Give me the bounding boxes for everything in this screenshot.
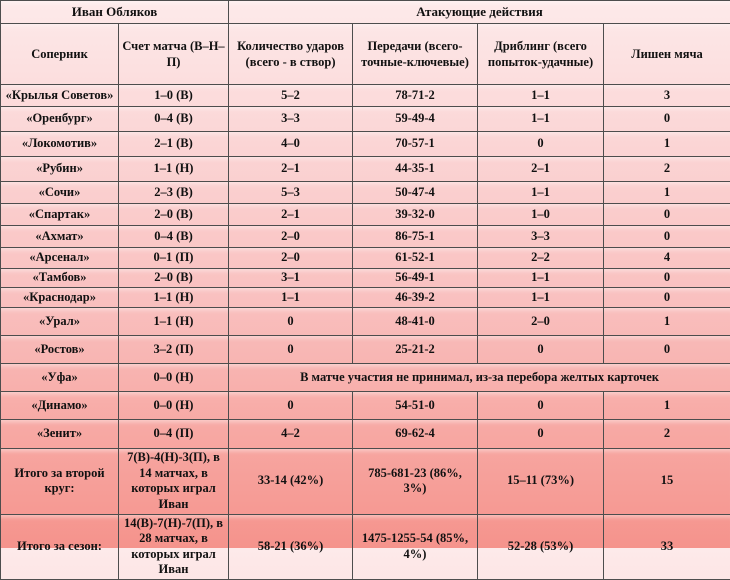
cell-dribbling: 1–1 <box>478 269 604 288</box>
cell-dribbling: 1–1 <box>478 107 604 132</box>
cell-opponent: «Урал» <box>1 308 119 336</box>
column-header-dribbling: Дриблинг (всего попыток-удачные) <box>478 24 604 85</box>
cell-absence-note: В матче участия не принимал, из-за перебора желтых карточек <box>229 364 730 392</box>
cell-passes: 25-21-2 <box>353 336 478 364</box>
cell-opponent: «Локомотив» <box>1 132 119 157</box>
cell-score: 0–4 (В) <box>119 226 229 248</box>
column-header-passes: Передачи (всего-точные-ключевые) <box>353 24 478 85</box>
cell-shots: 2–0 <box>229 226 353 248</box>
cell-shots: 4–0 <box>229 132 353 157</box>
table-row <box>1 107 730 132</box>
cell-opponent: «Оренбург» <box>1 107 119 132</box>
cell-dribbling: 15–11 (73%) <box>478 449 604 515</box>
table-row <box>1 132 730 157</box>
cell-dribbling: 1–1 <box>478 85 604 107</box>
table-row <box>1 308 730 336</box>
table-row <box>1 85 730 107</box>
cell-passes: 50-47-4 <box>353 182 478 204</box>
cell-dispossessed: 1 <box>604 392 730 420</box>
cell-opponent: «Арсенал» <box>1 248 119 269</box>
cell-dribbling: 0 <box>478 336 604 364</box>
cell-passes: 61-52-1 <box>353 248 478 269</box>
cell-score: 7(В)-4(Н)-3(П), в 14 матчах, в которых играл Иван <box>119 449 229 515</box>
cell-opponent: «Краснодар» <box>1 288 119 308</box>
cell-score: 1–1 (Н) <box>119 308 229 336</box>
table-body <box>1 85 730 580</box>
cell-passes: 48-41-0 <box>353 308 478 336</box>
cell-opponent: «Рубин» <box>1 157 119 182</box>
cell-dispossessed: 1 <box>604 308 730 336</box>
cell-dispossessed: 15 <box>604 449 730 515</box>
cell-opponent: «Спартак» <box>1 204 119 226</box>
cell-opponent: «Динамо» <box>1 392 119 420</box>
cell-shots: 0 <box>229 336 353 364</box>
cell-passes: 78-71-2 <box>353 85 478 107</box>
table-row <box>1 449 730 515</box>
cell-dispossessed: 0 <box>604 204 730 226</box>
cell-dispossessed: 0 <box>604 269 730 288</box>
cell-shots: 0 <box>229 392 353 420</box>
group-header-row <box>1 1 730 24</box>
cell-dribbling: 1–0 <box>478 204 604 226</box>
table-row <box>1 288 730 308</box>
cell-passes: 44-35-1 <box>353 157 478 182</box>
cell-score: 3–2 (П) <box>119 336 229 364</box>
cell-dispossessed: 1 <box>604 182 730 204</box>
cell-dribbling: 0 <box>478 392 604 420</box>
cell-shots: 1–1 <box>229 288 353 308</box>
table-row <box>1 269 730 288</box>
cell-dribbling: 1–1 <box>478 288 604 308</box>
cell-total-label: Итого за второй круг: <box>1 449 119 515</box>
cell-dribbling: 3–3 <box>478 226 604 248</box>
cell-opponent: «Крылья Советов» <box>1 85 119 107</box>
cell-score: 1–0 (В) <box>119 85 229 107</box>
table-row <box>1 248 730 269</box>
cell-score: 2–0 (В) <box>119 204 229 226</box>
cell-shots: 5–3 <box>229 182 353 204</box>
cell-passes: 59-49-4 <box>353 107 478 132</box>
table-row <box>1 204 730 226</box>
cell-passes: 1475-1255-54 (85%, 4%) <box>353 514 478 580</box>
table-row <box>1 392 730 420</box>
cell-dispossessed: 0 <box>604 288 730 308</box>
cell-shots: 58-21 (36%) <box>229 514 353 580</box>
column-header-opponent: Соперник <box>1 24 119 85</box>
cell-dispossessed: 2 <box>604 157 730 182</box>
cell-passes: 70-57-1 <box>353 132 478 157</box>
table-row <box>1 182 730 204</box>
cell-dribbling: 2–1 <box>478 157 604 182</box>
cell-dribbling: 52-28 (53%) <box>478 514 604 580</box>
column-header-score: Счет матча (В–Н–П) <box>119 24 229 85</box>
cell-passes: 785-681-23 (86%, 3%) <box>353 449 478 515</box>
cell-score: 2–3 (В) <box>119 182 229 204</box>
cell-score: 0–4 (П) <box>119 420 229 449</box>
table-row <box>1 336 730 364</box>
cell-dribbling: 0 <box>478 132 604 157</box>
cell-dribbling: 1–1 <box>478 182 604 204</box>
attacking-actions-header: Атакующие действия <box>229 1 730 24</box>
column-header-dispossessed: Лишен мяча <box>604 24 730 85</box>
cell-opponent: «Уфа» <box>1 364 119 392</box>
cell-opponent: «Тамбов» <box>1 269 119 288</box>
table-row <box>1 420 730 449</box>
cell-passes: 86-75-1 <box>353 226 478 248</box>
table-row <box>1 226 730 248</box>
cell-score: 0–1 (П) <box>119 248 229 269</box>
cell-score: 1–1 (Н) <box>119 288 229 308</box>
cell-shots: 33-14 (42%) <box>229 449 353 515</box>
cell-score: 0–0 (Н) <box>119 392 229 420</box>
column-header-shots: Количество ударов (всего - в створ) <box>229 24 353 85</box>
cell-score: 2–1 (В) <box>119 132 229 157</box>
cell-passes: 39-32-0 <box>353 204 478 226</box>
cell-shots: 4–2 <box>229 420 353 449</box>
player-name-header: Иван Обляков <box>1 1 229 24</box>
cell-dispossessed: 3 <box>604 85 730 107</box>
table-row <box>1 364 730 392</box>
cell-dribbling: 0 <box>478 420 604 449</box>
cell-passes: 69-62-4 <box>353 420 478 449</box>
cell-opponent: «Ахмат» <box>1 226 119 248</box>
cell-shots: 3–3 <box>229 107 353 132</box>
cell-dispossessed: 0 <box>604 336 730 364</box>
cell-dispossessed: 4 <box>604 248 730 269</box>
cell-opponent: «Сочи» <box>1 182 119 204</box>
cell-score: 0–0 (Н) <box>119 364 229 392</box>
cell-shots: 3–1 <box>229 269 353 288</box>
cell-shots: 2–1 <box>229 204 353 226</box>
column-header-row <box>1 24 730 85</box>
cell-dispossessed: 0 <box>604 107 730 132</box>
cell-shots: 0 <box>229 308 353 336</box>
cell-passes: 56-49-1 <box>353 269 478 288</box>
cell-dispossessed: 2 <box>604 420 730 449</box>
cell-opponent: «Ростов» <box>1 336 119 364</box>
cell-shots: 2–1 <box>229 157 353 182</box>
cell-opponent: «Зенит» <box>1 420 119 449</box>
cell-score: 0–4 (В) <box>119 107 229 132</box>
cell-score: 1–1 (Н) <box>119 157 229 182</box>
cell-dribbling: 2–2 <box>478 248 604 269</box>
cell-total-label: Итого за сезон: <box>1 514 119 580</box>
cell-dispossessed: 1 <box>604 132 730 157</box>
cell-dispossessed: 33 <box>604 514 730 580</box>
cell-dispossessed: 0 <box>604 226 730 248</box>
cell-shots: 5–2 <box>229 85 353 107</box>
table-row <box>1 157 730 182</box>
table-row <box>1 514 730 580</box>
cell-score: 14(В)-7(Н)-7(П), в 28 матчах, в которых играл Иван <box>119 514 229 580</box>
cell-passes: 46-39-2 <box>353 288 478 308</box>
cell-dribbling: 2–0 <box>478 308 604 336</box>
cell-shots: 2–0 <box>229 248 353 269</box>
cell-score: 2–0 (В) <box>119 269 229 288</box>
cell-passes: 54-51-0 <box>353 392 478 420</box>
